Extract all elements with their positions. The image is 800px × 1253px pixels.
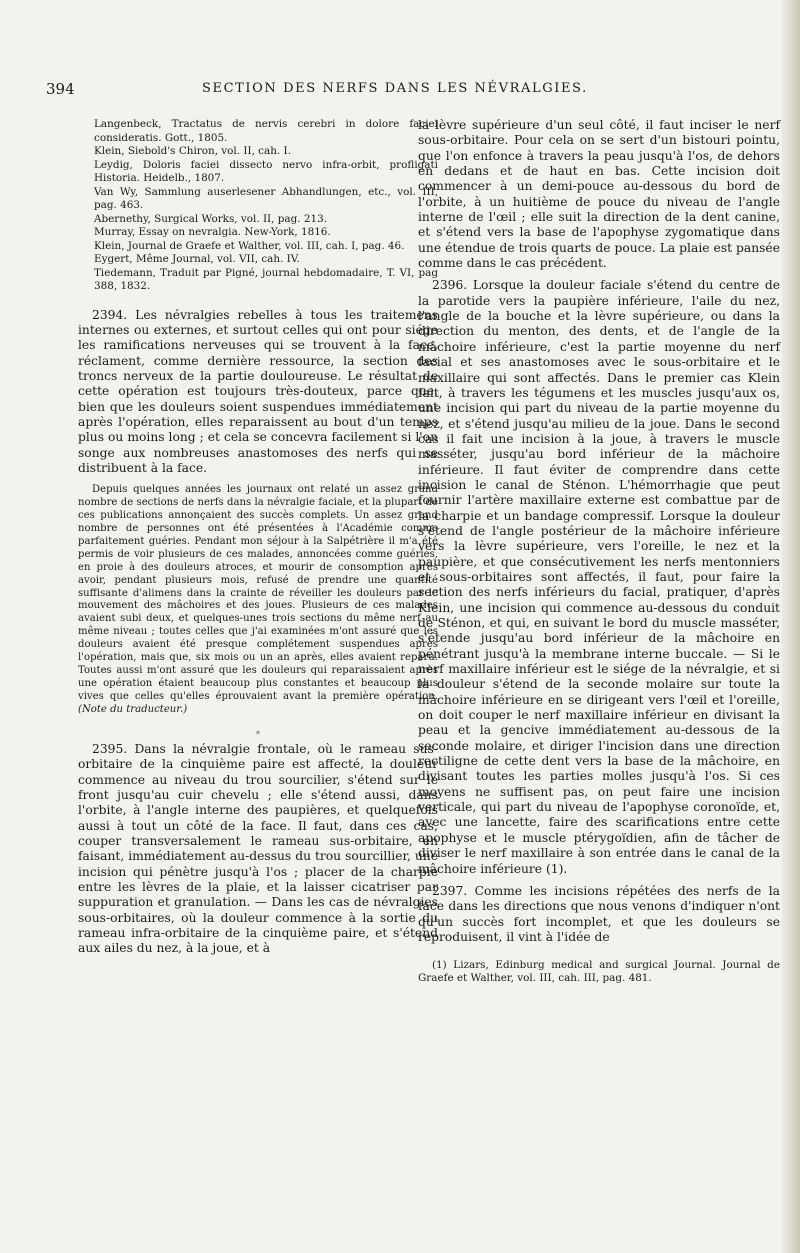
translator-note (78, 484, 438, 716)
bib-entry: Murray, Essay on nevralgia. New-York, 1816. (94, 226, 331, 238)
bib-entry: Langenbeck, Tractatus de nervis cerebri in dolore faciei consideratis. Gott., 1805. (94, 118, 438, 144)
paragraph-continued: la lèvre supérieure d'un seul côté, il faut inciser le nerf sous-orbitaire. Pour cela on se sert d'un bistouri pointu, que l'on enfonce à travers la peau jusqu'à l'os, de dehors en dedans et de haut en bas. Cette incision doit commencer à un demi-pouce au-dessous du bord de l'orbite, à un huitième de pouce du niveau de l'angle interne de l'œil ; elle suit la direction de la dent canine, et s'étend vers la base de l'apophyse zygomatique dans une étendue de trois quarts de pouce. La plaie est pansée comme dans le cas précédent. (418, 118, 780, 271)
left-column (78, 118, 438, 964)
bib-entry: Tiedemann, Traduit par Pigné, journal hebdomadaire, T. VI, pag 388, 1832. (94, 266, 438, 292)
paragraph-2395: 2395. Dans la névralgie frontale, où le rameau sus-orbitaire de la cinquième paire est affecté, la douleur commence au niveau du trou sourcilier, s'étend sur le front jusqu'au cuir chevelu ; elle s'étend aussi, dans l'orbite, à l'angle interne des paupières, et quelquefois aussi à tout un côté de la face. Il faut, dans ces cas, couper transversalement le rameau sus-orbitaire, en faisant, immédiatement au-dessus du trou sourcillier, une incision qui pénètre jusqu'à l'os ; placer de la charpie entre les lèvres de la plaie, et la laisser cicatriser par suppuration et granulation. — Dans les cas de névralgies sous-orbitaires, où la douleur commence à la sortie du rameau infra-orbitaire de la cinquième paire, et s'étend aux ailes du nez, à la joue, et à (78, 741, 438, 956)
translator-note-sign: (Note du traducteur.) (78, 703, 188, 715)
paragraph-2397: 2397. Comme les incisions répétées des nerfs de la face dans les directions que nous venons d'indiquer n'ont qu'un succès fort incomplet, et que les douleurs se reproduisent, il vint à l'idée de (418, 883, 780, 944)
right-column (418, 118, 780, 986)
bib-entry: Abernethy, Surgical Works, vol. II, pag. 213. (94, 212, 328, 225)
bib-entry: Klein, Siebold's Chiron, vol. II, cah. I. (94, 145, 291, 157)
paragraph-2394: 2394. Les névralgies rebelles à tous les traitemens internes ou externes, et surtout celles qui ont pour siége les ramifications nerveuses qui se trouvent à la face, réclament, comme dernière ressource, la section des troncs nerveux de la partie douloureuse. Le résultat de cette opération est toujours très-douteux, parce que, bien que les douleurs soient suspendues immédiatement après l'opération, elles reparaissent au bout d'un temps plus ou moins long ; et cela se concevra facilement si l'on songe aux nombreuses anastomoses des nerfs qui se distribuent à la face. (78, 307, 438, 475)
page-number: 394 (46, 80, 75, 98)
page-edge (782, 0, 800, 1253)
translator-note-text: Depuis quelques années les journaux ont relaté un assez grand nombre de sections de nerfs dans la névralgie faciale, et la plupart de ces publications annonçaient des succès complets. Un assez grand nombre de personnes ont été présentées à l'Académie comme parfaitement guéries. Pendant mon séjour à la Salpétrière il m'a été permis de voir plusieurs de ces malades, annoncées comme guéries, en proie à des douleurs atroces, et mourir de consomption après avoir, pendant plusieurs mois, refusé de prendre une quantité suffisante d'alimens dans la crainte de réveiller les douleurs par le mouvement des mâchoires et des joues. Plusieurs de ces malades avaient subi deux, et quelques-unes trois sections du même nerf au même niveau ; toutes celles que j'ai examinées m'ont assuré que les douleurs avaient été presque complétement suspendues après l'opération, mais que, six mois ou un an après, elles avaient reparu. Toutes aussi m'ont assuré que les douleurs qui reparaissaient après une opération étaient beaucoup plus constantes et beaucoup plus vives que celles qu'elles éprouvaient avant la première opération. (78, 484, 438, 702)
bibliography (78, 118, 438, 294)
section-divider: * (256, 729, 260, 739)
running-title: SECTION DES NERFS DANS LES NÉVRALGIES. (202, 81, 588, 96)
bib-entry: Eygert, Même Journal, vol. VII, cah. IV. (94, 253, 300, 265)
bib-entry: Klein, Journal de Graefe et Walther, vol. III, cah. I, pag. 46. (94, 239, 405, 252)
footnote: (1) Lizars, Edinburg medical and surgical Journal. Journal de Graefe et Walther, vol. III, cah. III, pag. 481. (418, 959, 780, 985)
paragraph-2396: 2396. Lorsque la douleur faciale s'étend du centre de la parotide vers la paupière inférieure, l'aile du nez, l'angle de la bouche et la lèvre supérieure, ou dans la direction du menton, des dents, et de l'angle de la mâchoire inférieure, c'est la partie moyenne du nerf facial et ses anastomoses avec le sous-orbitaire et le maxillaire qui sont affectés. Dans le premier cas Klein fait, à travers les tégumens et les muscles jusqu'aux os, une incision qui part du niveau de la partie moyenne du nez, et s'étend jusqu'au milieu de la joue. Dans le second cas il fait une incision à la joue, à travers le muscle masséter, jusqu'au bord inférieur de la mâchoire inférieure. Il faut éviter de comprendre dans cette incision le canal de Sténon. L'hémorrhagie que peut fournir l'artère maxillaire externe est combattue par de la charpie et un bandage compressif. Lorsque la douleur s'étend de l'angle postérieur de la mâchoire inférieure vers la lèvre supérieure, vers l'oreille, le nez et la paupière, et que consécutivement les nerfs mentonniers et sous-orbitaires sont affectés, il faut, pour faire la section des nerfs inférieurs du facial, pratiquer, d'après Klein, une incision qui commence au-dessous du conduit de Sténon, et qui, en suivant le bord du muscle masséter, s'étende jusqu'au bord inférieur de la mâchoire en pénétrant jusqu'à la membrane interne buccale. — Si le nerf maxillaire inférieur est le siége de la névralgie, et si la douleur s'étend de la seconde molaire sur toute la mâchoire inférieure en se dirigeant vers l'œil et l'oreille, on doit couper le nerf maxillaire inférieur en divisant la peau et la gencive immédiatement au-dessous de la seconde molaire, et diriger l'incision dans une direction rectiligne de cette dent vers la base de la mâchoire, en divisant toutes les parties molles jusqu'à l'os. Si ces moyens ne suffisent pas, on peut faire une incision verticale, qui part du niveau de l'apophyse coronoïde, et, avec une lancette, faire des scarifications entre cette apophyse et le muscle ptérygoïdien, afin de tâcher de diviser le nerf maxillaire à son entrée dans le canal de la mâchoire inférieure (1). (418, 278, 780, 876)
bib-entry: Van Wy, Sammlung auserlesener Abhandlungen, etc., vol. III, pag. 463. (94, 185, 438, 211)
page-header (46, 80, 776, 102)
bib-entry: Leydig, Doloris faciei dissecto nervo infra-orbit, profligati Historia. Heidelb., 1807. (94, 158, 438, 184)
